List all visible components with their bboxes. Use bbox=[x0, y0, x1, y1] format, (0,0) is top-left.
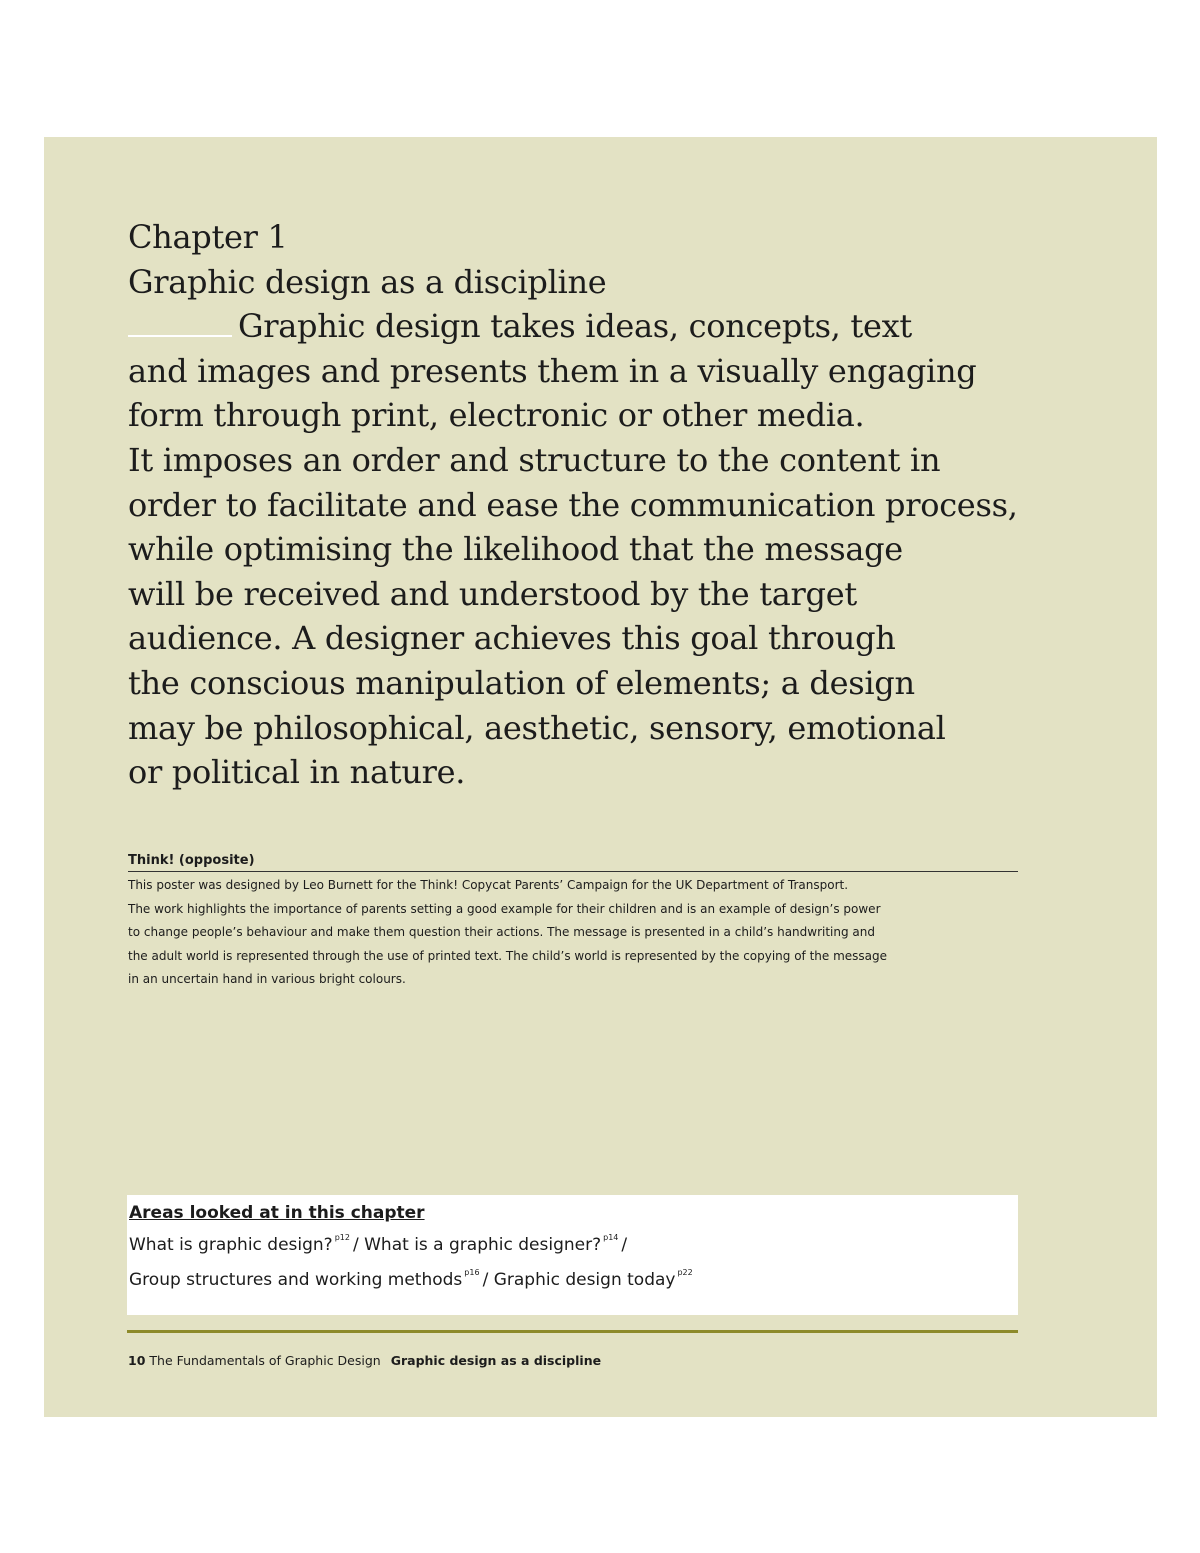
contents-item-what-is-graphic-design[interactable]: What is graphic design? bbox=[129, 1235, 333, 1255]
page-ref: p16 bbox=[464, 1268, 480, 1277]
separator: / bbox=[482, 1270, 489, 1290]
contents-item-what-is-a-graphic-designer[interactable]: What is a graphic designer? bbox=[364, 1235, 602, 1255]
contents-line-2 bbox=[129, 1259, 1016, 1294]
contents-item-group-structures[interactable]: Group structures and working methods bbox=[129, 1270, 463, 1290]
chapter-intro bbox=[128, 215, 1028, 795]
intro-line-8: audience. A designer achieves this goal through bbox=[128, 619, 896, 658]
contents-item-graphic-design-today[interactable]: Graphic design today bbox=[493, 1270, 676, 1290]
separator: / bbox=[352, 1235, 359, 1255]
intro-line-11: or political in nature. bbox=[128, 753, 466, 792]
page-footer bbox=[128, 1353, 601, 1368]
intro-line-5: order to facilitate and ease the communication process, bbox=[128, 485, 1018, 524]
image-caption bbox=[128, 853, 1018, 992]
intro-line-1 bbox=[128, 304, 1028, 349]
contents-title: Areas looked at in this chapter bbox=[129, 1203, 425, 1223]
intro-line-2: and images and presents them in a visually engaging bbox=[128, 351, 977, 390]
intro-line-10: may be philosophical, aesthetic, sensory, emotional bbox=[128, 708, 946, 747]
caption-body bbox=[128, 874, 1018, 992]
page-ref: p14 bbox=[603, 1233, 619, 1242]
caption-line-5: in an uncertain hand in various bright colours. bbox=[128, 972, 406, 986]
chapter-title: Graphic design as a discipline bbox=[128, 262, 607, 301]
contents-line-1 bbox=[129, 1224, 1016, 1259]
book-page bbox=[44, 137, 1157, 1417]
intro-line-6: while optimising the likelihood that the message bbox=[128, 530, 903, 569]
caption-title: Think! (opposite) bbox=[128, 853, 1018, 872]
lead-rule bbox=[128, 305, 232, 337]
page-number: 10 bbox=[128, 1353, 146, 1368]
caption-line-4: the adult world is represented through the use of printed text. The child’s world is represented by the copying of the message bbox=[128, 948, 888, 963]
page-ref: p12 bbox=[334, 1233, 350, 1242]
separator: / bbox=[621, 1235, 628, 1255]
book-title: The Fundamentals of Graphic Design bbox=[149, 1353, 381, 1368]
intro-line-7: will be received and understood by the target bbox=[128, 574, 857, 613]
intro-line-1-text: Graphic design takes ideas, concepts, text bbox=[238, 307, 912, 346]
footer-rule bbox=[127, 1330, 1018, 1333]
caption-line-1: This poster was designed by Leo Burnett for the Think! Copycat Parents’ Campaign for the UK Department of Transport. bbox=[128, 878, 849, 892]
footer-chapter-title: Graphic design as a discipline bbox=[390, 1353, 602, 1368]
page-ref: p22 bbox=[677, 1268, 693, 1277]
intro-line-9: the conscious manipulation of elements; a design bbox=[128, 663, 915, 702]
caption-line-3: to change people’s behaviour and make them question their actions. The message is presented in a child’s handwriting and bbox=[128, 925, 875, 939]
chapter-contents-box bbox=[127, 1195, 1018, 1315]
chapter-number: Chapter 1 bbox=[128, 218, 288, 256]
caption-line-2: The work highlights the importance of parents setting a good example for their children and is an example of design’s power bbox=[128, 901, 881, 916]
intro-line-3: form through print, electronic or other media. bbox=[128, 396, 865, 435]
intro-line-4: It imposes an order and structure to the content in bbox=[128, 440, 941, 479]
